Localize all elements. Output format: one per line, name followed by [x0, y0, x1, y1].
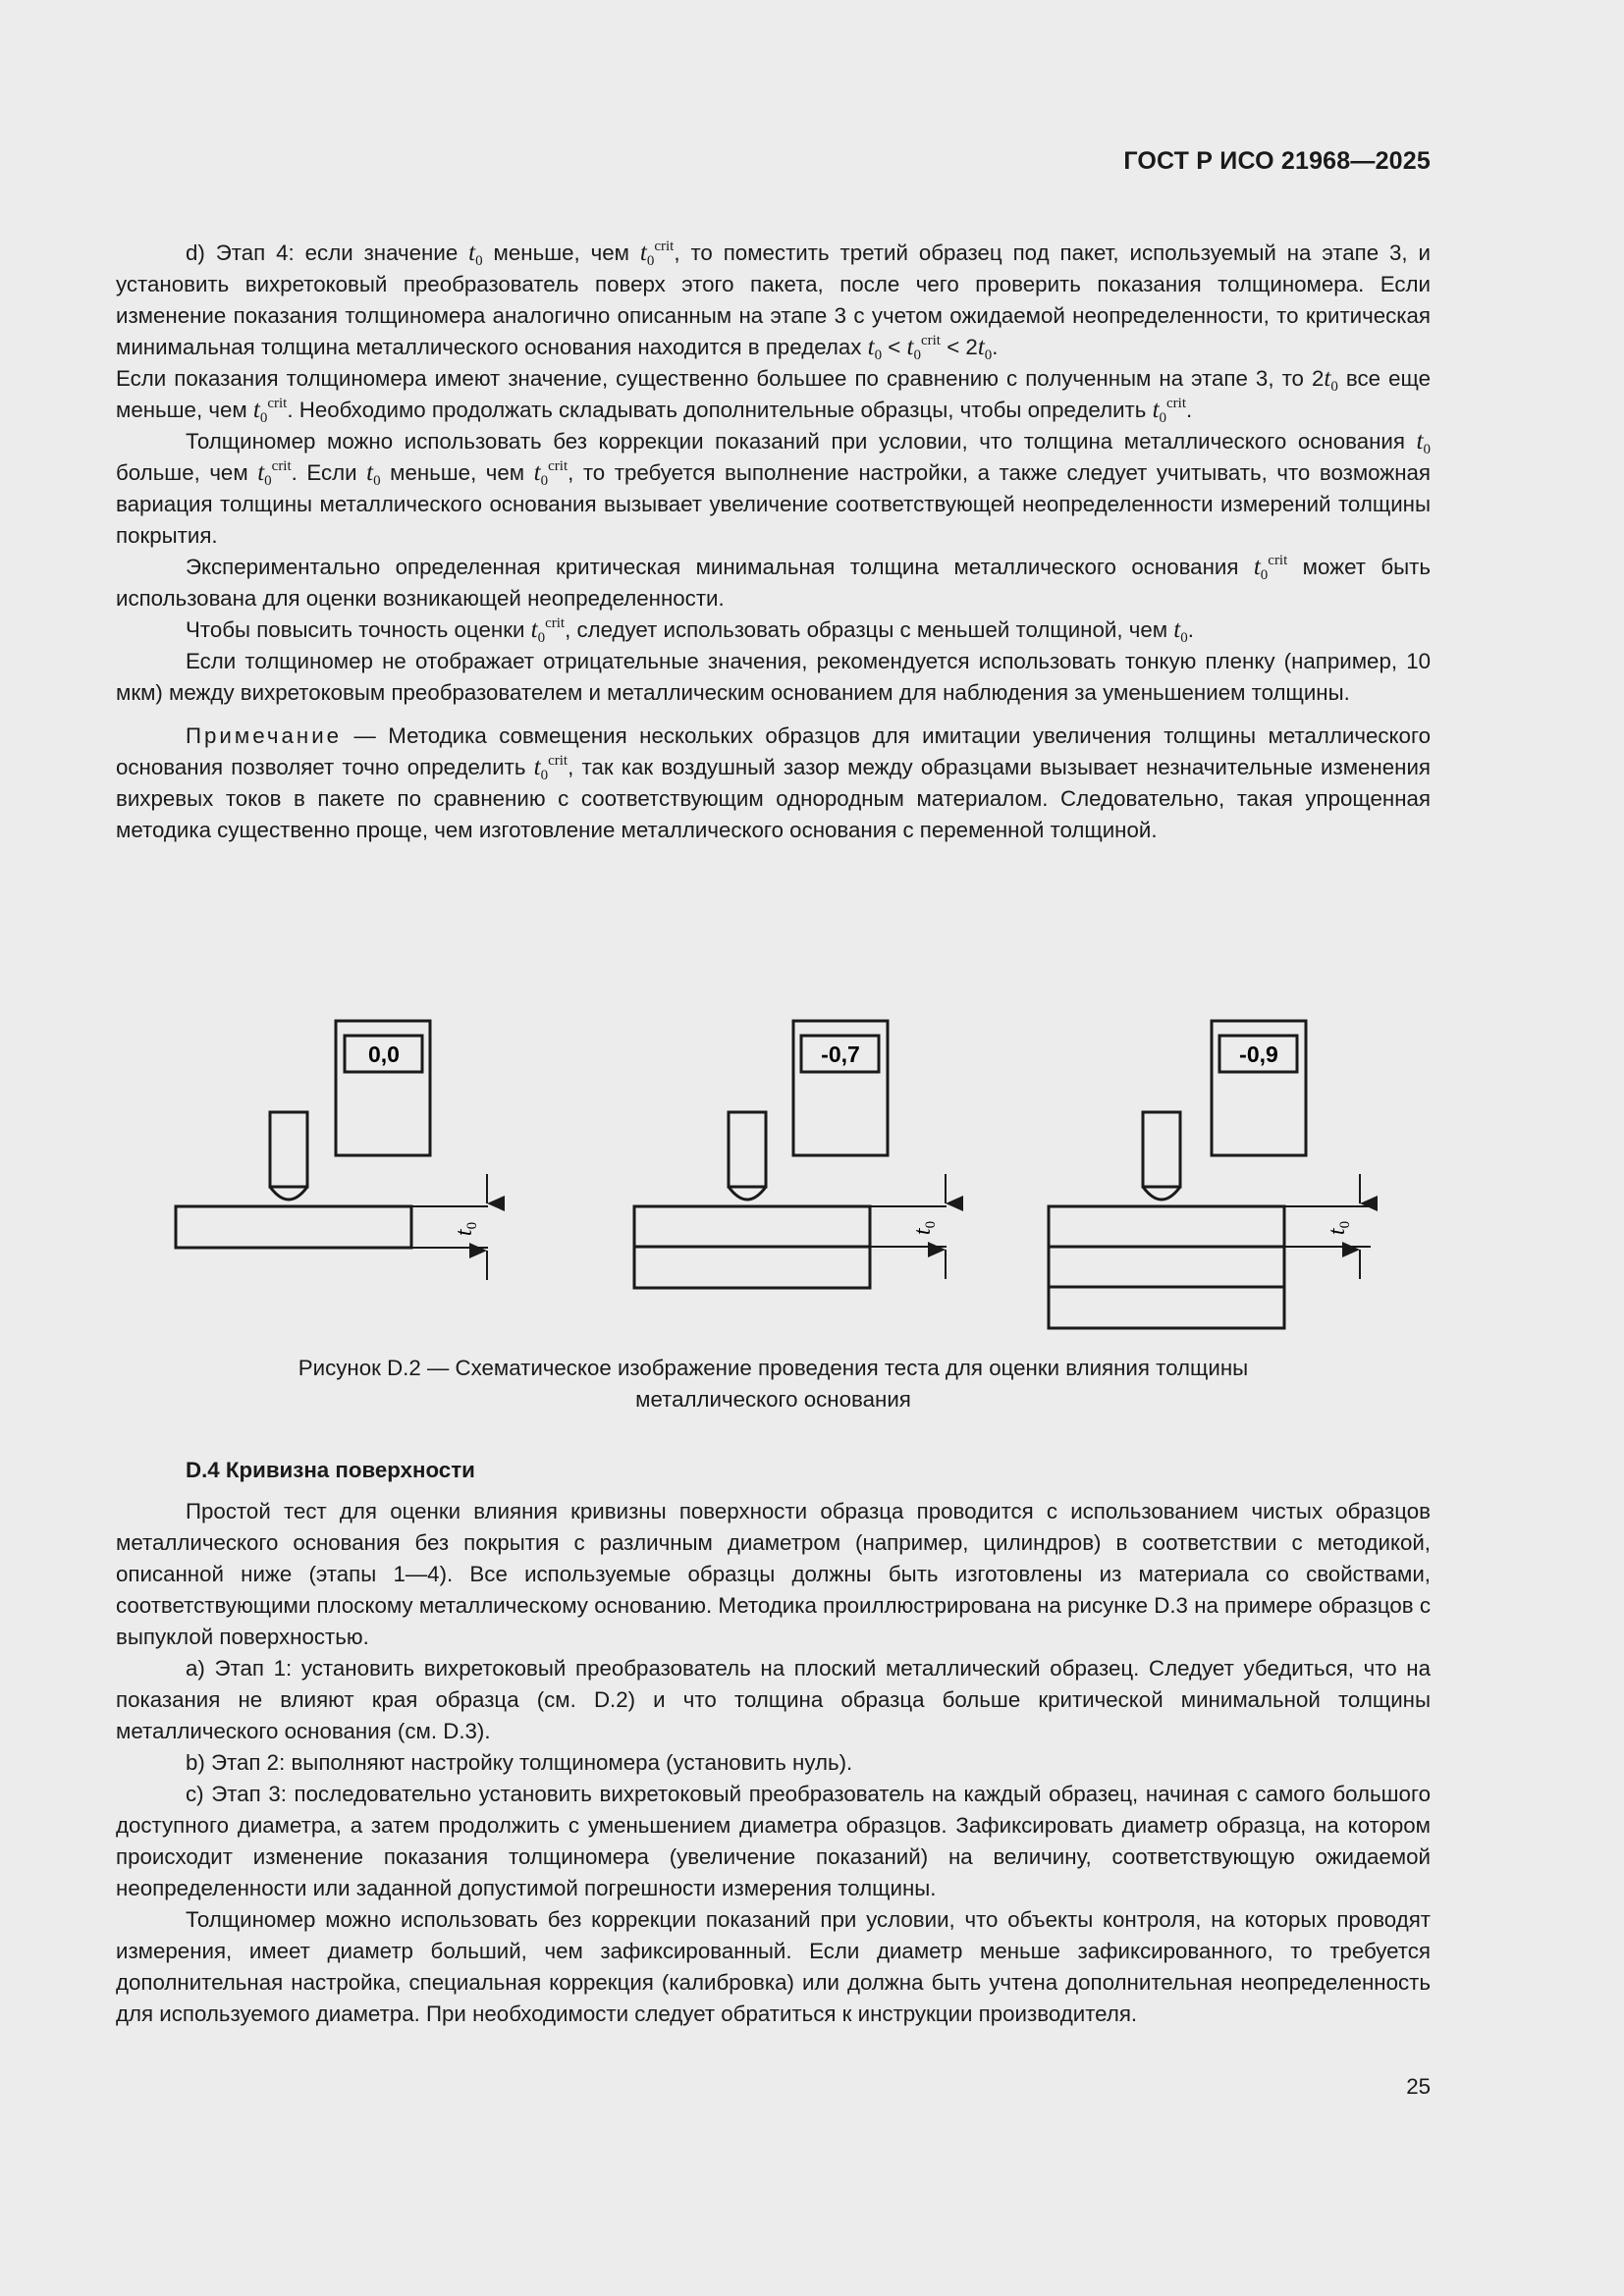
paragraph-stage-3: c) Этап 3: последовательно установить вихретоковый преобразователь на каждый образец, начиная с самого большого доступного диаметра, а затем продолжить с уменьшением диаметра образцов. Зафиксировать диаметр образца, на котором происходит изменение показания толщиномера (увеличение показаний) на величину, соответствующую ожидаемой неопределенности или заданной допустимой погрешности измерения толщины.	[116, 1782, 1431, 1900]
standard-header: ГОСТ Р ИСО 21968—2025	[1123, 147, 1431, 175]
probe-2	[729, 1112, 766, 1187]
figure-caption	[116, 1353, 1431, 1415]
section-title: D.4 Кривизна поверхности	[186, 1458, 475, 1482]
test-setup-3	[1049, 1021, 1371, 1328]
gauge-reading-1: 0,0	[368, 1041, 400, 1067]
probe-1	[270, 1112, 307, 1187]
paragraph-accuracy: Чтобы повысить точность оценки $t_0^{crit}$, следует использовать образцы с меньшей толщиной, чем $t_0$.	[186, 615, 1194, 646]
gauge-reading-3: -0,9	[1239, 1041, 1278, 1067]
page-number: 25	[1406, 2074, 1431, 2099]
probe-tip-1	[270, 1187, 307, 1200]
note-paragraph: Примечание — Методика совмещения нескольких образцов для имитации увеличения толщины металлического основания позволяет точно определить $t_0^{crit}$, так как воздушный зазор между образцами вызывает незначительные изменения вихревых токов в пакете по сравнению с соответствующим однородным материалом. Следовательно, такая упрощенная методика существенно проще, чем изготовление металлического основания с переменной толщиной.	[116, 723, 1431, 842]
lower-text-block	[116, 1496, 1431, 2030]
paragraph-experimental: Экспериментально определенная критическая минимальная толщина металлического основания $t_0^{crit}$ может быть использована для оценки возникающей неопределенности.	[116, 553, 1431, 611]
caption-line-2: металлического основания	[635, 1387, 911, 1412]
paragraph-curvature-intro: Простой тест для оценки влияния кривизны поверхности образца проводится с использованием чистых образцов металлического основания без покрытия с различным диаметром (например, цилиндров) в соответствии с методикой, описанной ниже (этапы 1—4). Все используемые образцы должны быть изготовлены из материала со свойствами, соответствующими плоскому металлическому основанию. Методика проиллюстрирована на рисунке D.3 на примере образцов с выпуклой поверхностью.	[116, 1499, 1431, 1649]
gauge-reading-2: -0,7	[821, 1041, 860, 1067]
probe-tip-3	[1143, 1187, 1180, 1200]
note-label: Примечание	[186, 723, 343, 748]
specimen-stack-3	[1049, 1206, 1284, 1328]
paragraph-step-4: d) Этап 4: если значение $t_0$ меньше, чем $t_0^{crit}$, то поместить третий образец под пакет, используемый на этапе 3, и установить вихретоковый преобразователь поверх этого пакета, после чего проверить показания толщиномера. Если изменение показания толщиномера аналогично описанным на этапе 3 с учетом ожидаемой неопределенности, то критическая минимальная толщина металлического основания находится в пределах $t_0 < t_0^{crit} < 2t_0$.	[116, 239, 1431, 363]
test-setup-1	[176, 1021, 488, 1280]
probe-tip-2	[729, 1187, 766, 1200]
dimension-label-3: $t_0$	[1325, 1220, 1353, 1236]
paragraph-gauge-usage: Толщиномер можно использовать без коррекции показаний при условии, что толщина металлического основания $t_0$ больше, чем $t_0^{crit}$. Если $t_0$ меньше, чем $t_0^{crit}$, то требуется выполнение настройки, а также следует учитывать, что возможная вариация толщины металлического основания вызывает увеличение соответствующей неопределенности измерений толщины покрытия.	[116, 428, 1432, 548]
paragraph-stage-2: b) Этап 2: выполняют настройку толщиномера (установить нуль).	[186, 1750, 853, 1775]
figure-d2	[116, 1001, 1431, 1355]
caption-line-1: Рисунок D.2 — Схематическое изображение проведения теста для оценки влияния толщины	[298, 1356, 1249, 1380]
dimension-label-2: $t_0$	[910, 1220, 939, 1236]
test-setup-2	[634, 1021, 947, 1288]
dimension-label-1: $t_0$	[452, 1221, 480, 1237]
upper-text-block	[116, 238, 1431, 846]
probe-3	[1143, 1112, 1180, 1187]
paragraph-negative-values: Если толщиномер не отображает отрицательные значения, рекомендуется использовать тонкую пленку (например, 10 мкм) между вихретоковым преобразователем и металлическим основанием для наблюдения за уменьшением толщины.	[116, 649, 1431, 705]
specimen-stack-1	[176, 1206, 411, 1248]
paragraph-conclusion: Толщиномер можно использовать без коррекции показаний при условии, что объекты контроля, на которых проводят измерения, имеет диаметр больший, чем зафиксированный. Если диаметр меньше зафиксированного, то требуется дополнительная настройка, специальная коррекция (калибровка) или должна быть учтена дополнительная неопределенность для используемого диаметра. При необходимости следует обратиться к инструкции производителя.	[116, 1907, 1431, 2026]
paragraph-step-4-continued: Если показания толщиномера имеют значение, существенно большее по сравнению с полученным на этапе 3, то $2t_0$ все еще меньше, чем $t_0^{crit}$. Необходимо продолжать складывать дополнительные образцы, чтобы определить $t_0^{crit}$.	[116, 365, 1431, 426]
paragraph-stage-1: a) Этап 1: установить вихретоковый преобразователь на плоский металлический образец. Следует убедиться, что на показания не влияют края образца (см. D.2) и что толщина образца больше критической минимальной толщины металлического основания (см. D.3).	[116, 1656, 1431, 1743]
figure-d2-drawing	[116, 1001, 1431, 1355]
